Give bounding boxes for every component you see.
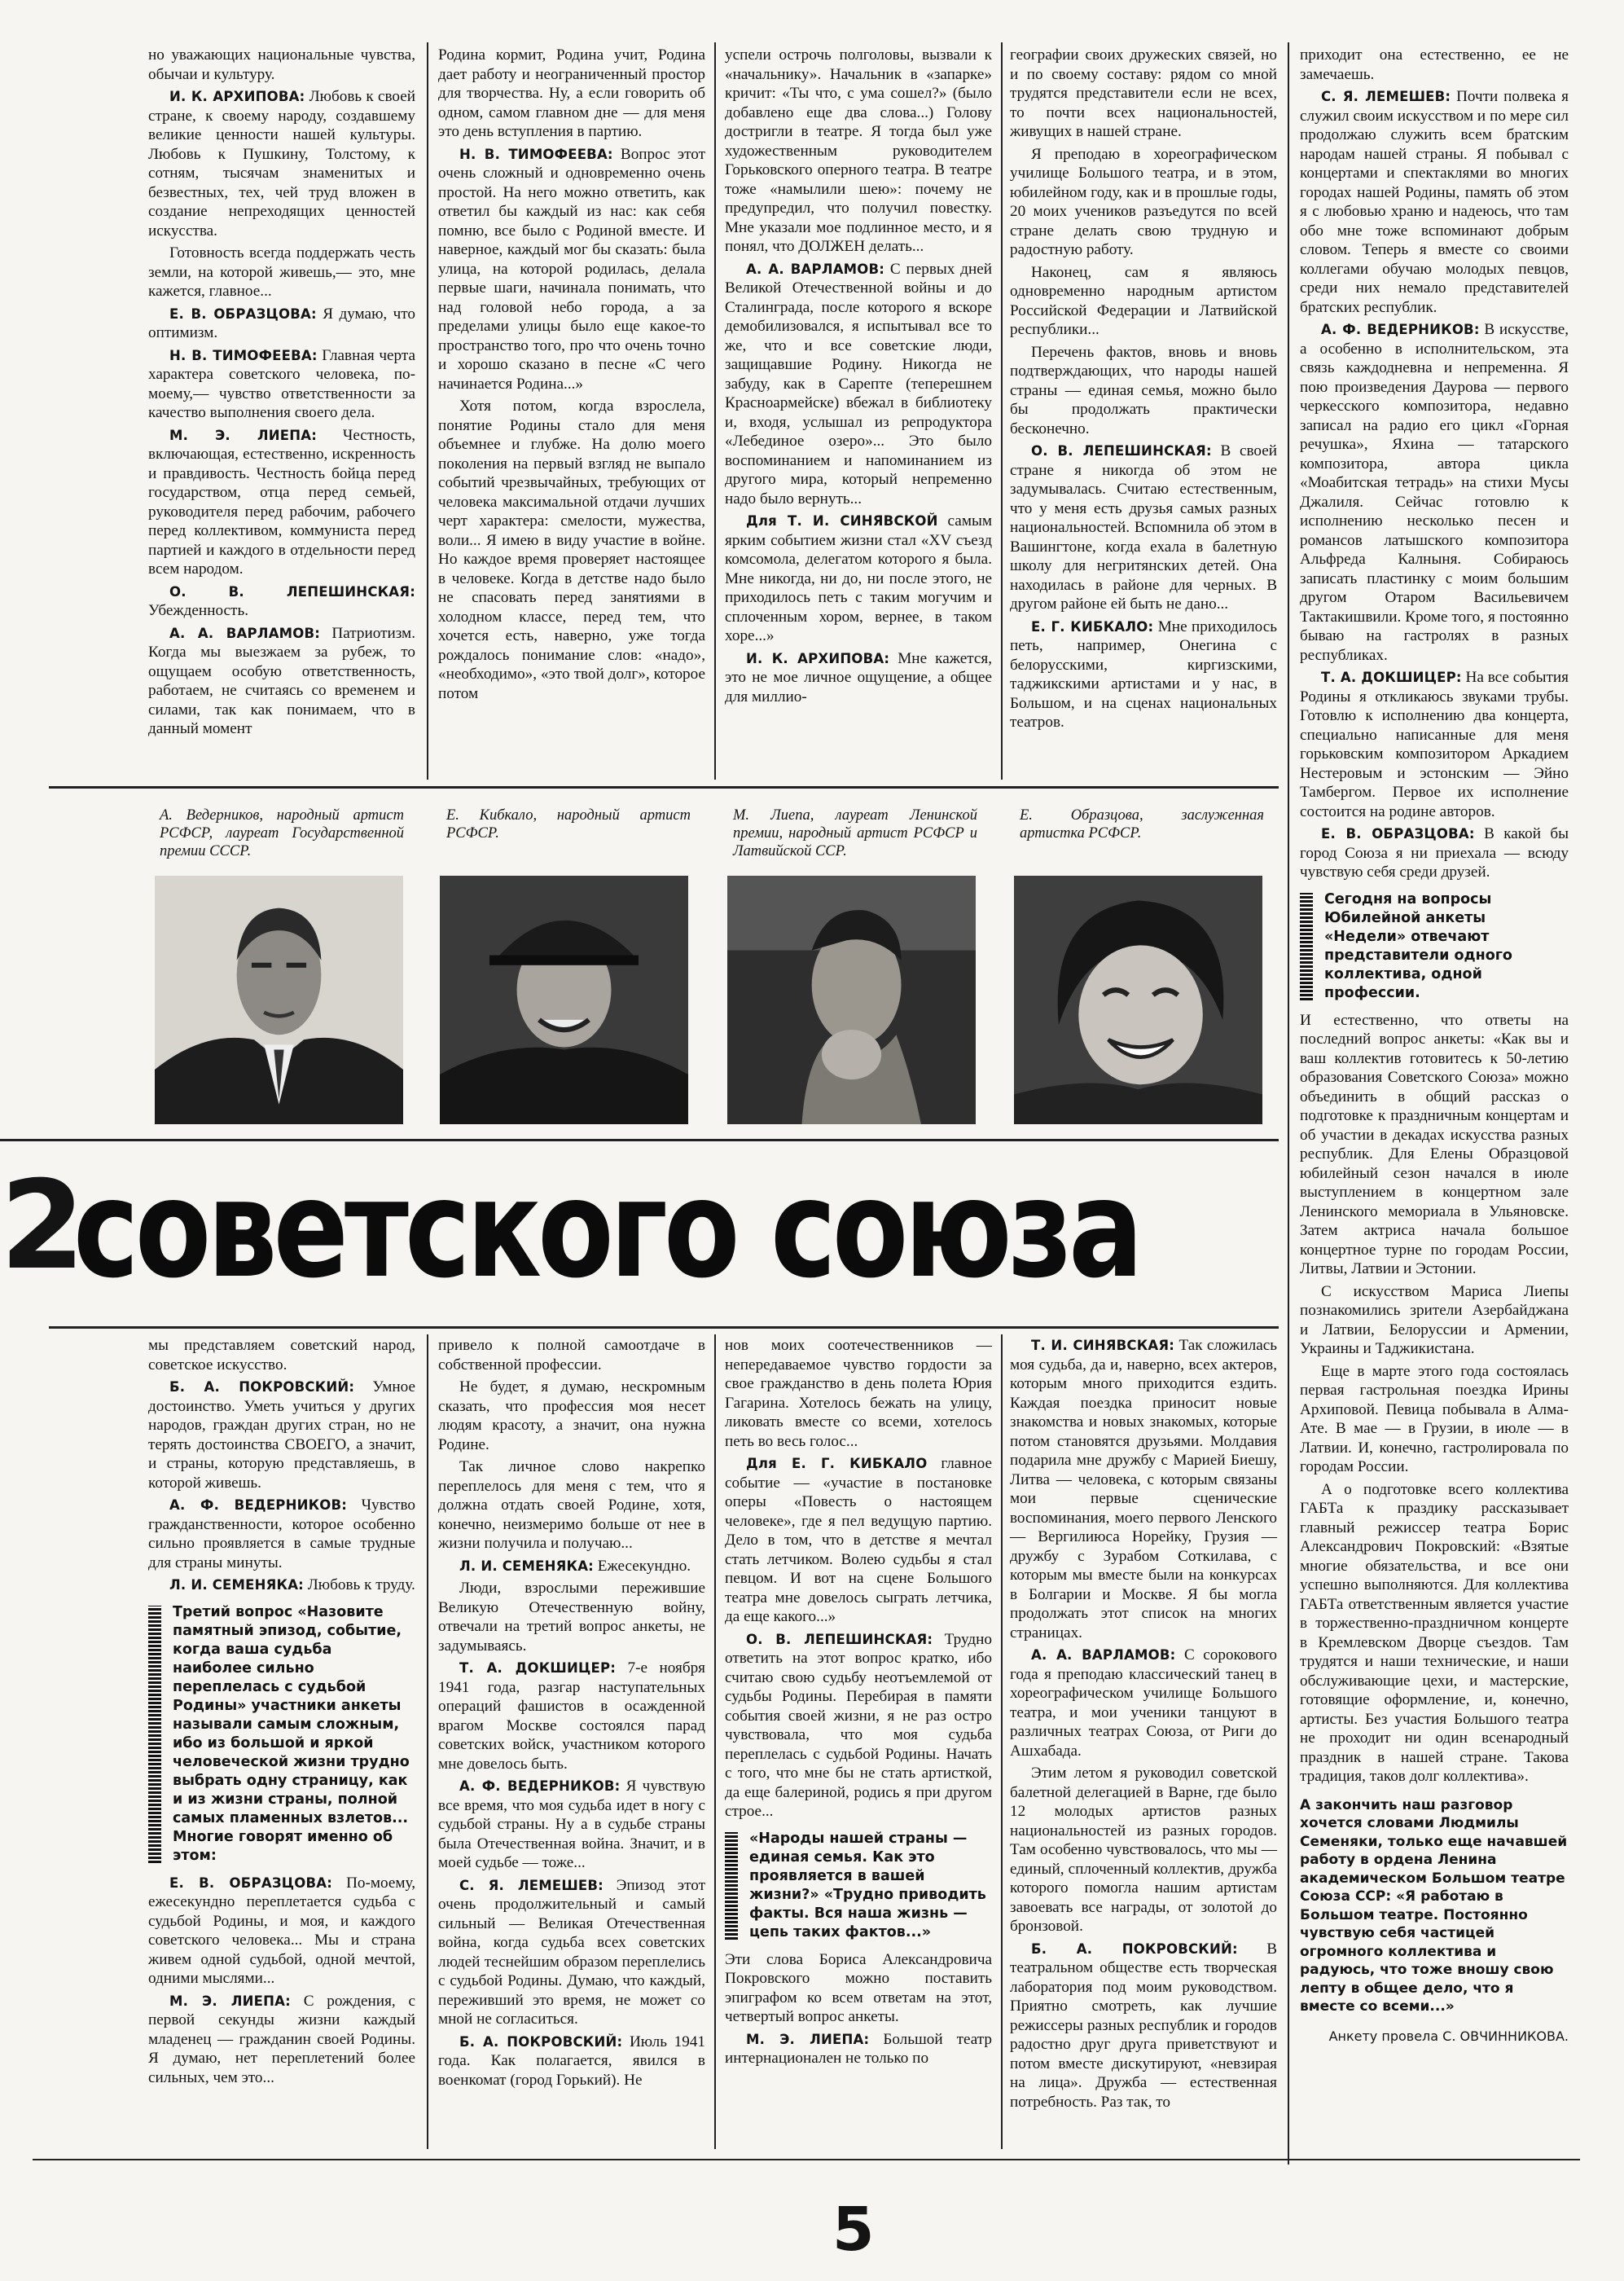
- speaker-name: А. Ф. ВЕДЕРНИКОВ:: [459, 1778, 621, 1794]
- article-paragraph: [725, 46, 992, 257]
- paragraph-text: В искусстве, а особенно в исполнительском, эта связь каждодневна и непременна. Я пою произведения Даурова — первого черкесского композитора, недавно записал на радио его цикл «Горная речушка», Яхина — татарского композитора, автора цикла «Моабитская тетрадь» на стихи Мусы Джалиля. Сейчас готовлю к исполнению несколько песен и романсов латышского композитора Альфреда Калныня. Собираюсь записать пластинку с моим большим другом Отаром Васильевичем Тактакишвили. Кроме того, я постоянно бываю на гастролях в разных республиках.: [1300, 321, 1569, 664]
- column-rule: [1288, 42, 1289, 2165]
- article-paragraph: [148, 305, 415, 343]
- speaker-name: М. Э. ЛИЕПА:: [746, 2031, 870, 2047]
- paragraph-text: С сорокового года я преподаю классический танец в хореографическом училище Большого театра, и мои ученики танцуют в различных театрах Союза, от Риги до Ашхабада.: [1010, 1646, 1277, 1760]
- top-column-4: [1010, 46, 1277, 779]
- bottom-column-1: [148, 1336, 415, 2151]
- lead-question: Третий вопрос «Назовите памятный эпизод, событие, когда ваша судьба наиболее сильно переплелась с судьбой Родины» участники анкеты называли самым сложным, ибо из большой и яркой человеческой жизни трудно выбрать одну страницу, как и из жизни страны, полной самых пламенных взлетов... Многие говорят именно об этом:: [148, 1603, 415, 1866]
- lead-question: «Народы нашей страны — единая семья. Как это проявляется в вашей жизни?» «Трудно приводить факты. Вся наша жизнь — цепь таких фактов...»: [725, 1830, 992, 1942]
- section-rule: [0, 1139, 1279, 1141]
- paragraph-text: В своей стране я никогда об этом не задумывалась. Считаю естественным, что у меня есть друзья самых разных национальностей. Вспомнила об этом в Вашингтоне, когда ехала в балетную школу для негритянских детей. Она находилась в районе для черных. В другом районе ей быть не дано...: [1010, 442, 1277, 613]
- paragraph-text: С искусством Мариса Лиепы познакомились зрители Азербайджана и Латвии, Белоруссии и Армении, Украины и Таджикистана.: [1300, 1282, 1569, 1357]
- article-paragraph: [438, 1579, 705, 1655]
- right-column: [1300, 46, 1569, 2164]
- speaker-name: Т. А. ДОКШИЦЕР:: [1321, 670, 1462, 685]
- paragraph-text: нов моих соотечественников — непередаваемое чувство гордости за свое гражданство в день полета Юрия Гагарина. Хотелось бежать на улицу, ликовать вместе со всеми, хотелось петь во весь голос...: [725, 1337, 992, 1450]
- paragraph-text: С первых дней Великой Отечественной войны и до Сталинграда, после которого я вскоре демобилизовался, я испытывал все то же, что и все советские люди, защищавшие Родину. Никогда не забуду, как в Сарепте (теперешнем Красноармейске) вбежал в библиотеку и, входя, услышал из репродуктора «Лебединое озеро»... Это было воспоминанием и напоминанием из другого мира, который непременно надо было вернуть...: [725, 260, 993, 508]
- paragraph-text: главное событие — «участие в постановке оперы «Повесть о настоящем человеке», где я пел ведущую партию. Дело в том, что в детстве я мечтал стать летчиком. Волею судьбы я стал певцом. И вот на сцене Большого театра мне довелось сыграть летчика, да еще какого...»: [725, 1455, 992, 1625]
- column-rule: [1001, 42, 1003, 780]
- paragraph-text: Июль 1941 года. Как полагается, явился в военкомат (город Горький). Не: [438, 2033, 705, 2089]
- bottom-column-3: [725, 1336, 992, 2151]
- page-number: 5: [832, 2195, 875, 2265]
- paragraph-text: Главная черта характера советского человека, по-моему,— чувство ответственности за качество выполнения своего дела.: [148, 346, 415, 421]
- paragraph-text: Убежденность.: [148, 602, 248, 619]
- article-paragraph: [1300, 1282, 1569, 1359]
- paragraph-text: Не будет, я думаю, нескромным сказать, что профессия моя несет людям красоту, а значит, она нужна Родине.: [438, 1378, 705, 1453]
- speaker-name: О. В. ЛЕПЕШИНСКАЯ:: [746, 1631, 933, 1647]
- speaker-name: Л. И. СЕМЕНЯКА:: [169, 1577, 304, 1593]
- article-paragraph: [1010, 46, 1277, 142]
- speaker-name: А. А. ВАРЛАМОВ:: [746, 261, 885, 277]
- article-paragraph: [1010, 145, 1277, 260]
- paragraph-text: Перечень фактов, вновь и вновь подтверждающих, что народы нашей страны — единая семья, можно было бы продолжать практически бесконечно.: [1010, 343, 1277, 437]
- article-paragraph: [148, 1576, 415, 1595]
- paragraph-text: Готовность всегда поддержать честь земли, на которой живешь,— это, мне кажется, главное...: [148, 244, 415, 300]
- article-paragraph: [1300, 1011, 1569, 1279]
- speaker-name: И. К. АРХИПОВА:: [169, 89, 305, 104]
- speaker-name: О. В. ЛЕПЕШИНСКАЯ:: [169, 583, 415, 600]
- paragraph-text: Хотя потом, когда взрослела, понятие Родины стало для меня объемнее и глубже. На долю моего поколения на первый взгляд не выпало событий чрезвычайных, требующих от человека максимальной отдачи лучших черт характера: смелости, мужества, воли... Я имею в виду участие в войне. Но каждое время проверяет настоящее в человеке. Когда в детстве надо было не спасовать перед занятиями в холодном классе, перед тем, что хочется есть, наверно, уже тогда рождалось понимание слов: «надо», «необходимо», «это твой долг», которое потом: [438, 398, 705, 702]
- footer-rule: [33, 2159, 1580, 2160]
- article-paragraph: [438, 2033, 705, 2090]
- paragraph-text: Мне кажется, это не мое личное ощущение, а общее для миллио-: [725, 649, 993, 705]
- bottom-column-4: [1010, 1336, 1277, 2151]
- paragraph-text: приходит она естественно, ее не замечаешь.: [1300, 46, 1569, 83]
- speaker-name: Е. В. ОБРАЗЦОВА:: [1321, 826, 1475, 842]
- speaker-name: Т. А. ДОКШИЦЕР:: [459, 1660, 617, 1676]
- lead-question: Сегодня на вопросы Юбилейной анкеты «Недели» отвечают представители одного коллектива, одной профессии.: [1300, 890, 1569, 1003]
- photo-caption-obraztsova: Е. Образцова, заслуженная артистка РСФСР.: [1020, 807, 1264, 842]
- article-paragraph: [1010, 1336, 1277, 1642]
- paragraph-text: мы представляем советский народ, советское искусство.: [148, 1337, 415, 1373]
- speaker-name: Б. А. ПОКРОВСКИЙ:: [1031, 1940, 1238, 1957]
- paragraph-text: Так личное слово накрепко переплелось для меня с тем, что я должна отдать своей Родине, хотя, конечно, неизмеримо больше от нее в жизни получила и получаю...: [438, 1458, 705, 1552]
- paragraph-text: Любовь к своей стране, к своему народу, создавшему великие ценности нашей культуры. Любовь к Пушкину, Толстому, к сотням, тысячам знаменитых и безвестных, тех, чей труд вложен в создание непреходящих ценностей искусства.: [148, 88, 416, 240]
- article-paragraph: [148, 1496, 415, 1572]
- top-column-3: [725, 46, 992, 779]
- column-rule: [427, 1334, 428, 2149]
- column-rule: [714, 1334, 716, 2149]
- paragraph-text: Люди, взрослыми пережившие Великую Отечественную войну, отвечали на третий вопрос анкеты, не задумываясь.: [438, 1580, 705, 1655]
- paragraph-text: 7-е ноября 1941 года, разгар наступательных операций фашистов в осажденной врагом Москве состоялся парад советских войск, участником которого мне довелось быть.: [438, 1659, 705, 1773]
- paragraph-text: На все события Родины я откликаюсь звуками трубы. Готовлю к исполнению два концерта, специально написанные для меня горьковским композитором Аркадием Нестеровым и эстонским — Эйно Тамбергом. Первое их исполнение состоится на родине авторов.: [1300, 669, 1569, 820]
- paragraph-text: Я чувствую все время, что моя судьба идет в ногу с судьбой страны. Ну а в судьбе страны была Отечественная война. Значит, и в моей судьбе — тоже...: [438, 1778, 705, 1871]
- article-paragraph: [438, 1336, 705, 1374]
- speaker-name: А. Ф. ВЕДЕРНИКОВ:: [1321, 322, 1480, 337]
- byline: Анкету провела С. ОВЧИННИКОВА.: [1328, 2028, 1569, 2044]
- article-paragraph: [725, 512, 992, 646]
- closing-paragraph: А закончить наш разговор хочется словами Людмилы Семеняки, только еще начавшей работу в ордена Ленина академическом Большом театре Союза ССР: «Я работаю в Большом театре. Постоянно чувствую себя частицей огромного коллектива и радуюсь, что тоже вношу свою лепту в общее дело, что я вместе со всеми...»: [1300, 1796, 1568, 2015]
- article-paragraph: [148, 87, 415, 240]
- speaker-name: Для Т. И. СИНЯВСКОЙ: [746, 513, 938, 529]
- paragraph-text: Чувство гражданственности, которое особенно сильно проявляется в самые трудные для страны минуты.: [148, 1496, 416, 1571]
- paragraph-text: Большой театр интернационален не только по: [725, 2030, 992, 2067]
- portrait-photo-obraztsova: [1014, 876, 1262, 1124]
- paragraph-text: географии своих дружеских связей, но и по своему составу: рядом со мной трудятся представители если не всех, то почти всех национальностей, живущих в нашей стране.: [1010, 46, 1277, 140]
- paragraph-text: успели острочь полголовы, вызвали к «начальнику». Начальник в «запарке» кричит: «Ты что, с ума сошел?» (было добавлено еще два слова...) Голову достригли в театре. Я тогда был уже художественным руководителем Горьковского оперного театра. В театре тоже «намылили шею»: почему не предупредил, что получил повестку. Мне указали мое подлинное место, и я понял, что ДОЛЖЕН делать...: [725, 46, 992, 255]
- speaker-name: Н. В. ТИМОФЕЕВА:: [459, 146, 613, 162]
- article-paragraph: [148, 624, 415, 739]
- photo-caption-liepa: М. Лиепа, лауреат Ленинской премии, народный артист РСФСР и Латвийской ССР.: [733, 807, 977, 859]
- speaker-name: А. А. ВАРЛАМОВ:: [1031, 1647, 1176, 1663]
- speaker-name: Б. А. ПОКРОВСКИЙ:: [169, 1379, 355, 1395]
- paragraph-text: По-моему, ежесекундно переплетается судьба с судьбой Родины, и моя, и каждого советского человека... Мы и страна живем одной судьбой, одной мечтой, одними мыслями...: [148, 1874, 416, 1987]
- column-rule: [1001, 1334, 1003, 2149]
- portrait-photo-kibkalo: [440, 876, 688, 1124]
- paragraph-text: но уважающих национальные чувства, обычаи и культуру.: [148, 46, 415, 83]
- speaker-name: С. Я. ЛЕМЕШЕВ:: [1321, 89, 1451, 104]
- portrait-photo-liepa: [727, 876, 976, 1124]
- paragraph-text: привело к полной самоотдаче в собственной профессии.: [438, 1337, 705, 1373]
- article-paragraph: [1010, 442, 1277, 614]
- paragraph-text: Умное достоинство. Уметь учиться у других народов, граждан других стран, но не терять достоинства СВОЕГО, а значит, и страны, которую представляешь, в которой живешь.: [148, 1378, 415, 1492]
- article-paragraph: [438, 46, 705, 142]
- article-paragraph: [1300, 1362, 1569, 1477]
- paragraph-text: Честность, включающая, естественно, искренность и правдивость. Честность бойца перед государством, отца перед семьей, руководителя перед рабочим, рабочего перед коллективом, коммуниста перед партией и каждого в отдельности перед всем народом.: [148, 426, 415, 578]
- top-column-2: [438, 46, 705, 779]
- headline-fragment: 2: [0, 1155, 86, 1297]
- speaker-name: Е. В. ОБРАЗЦОВА:: [169, 1874, 333, 1891]
- article-paragraph: [1300, 46, 1569, 84]
- article-paragraph: [438, 1876, 705, 2029]
- column-rule: [714, 42, 716, 780]
- article-paragraph: [438, 1457, 705, 1554]
- article-paragraph: [725, 1950, 992, 2027]
- article-paragraph: [148, 426, 415, 579]
- article-paragraph: [725, 1336, 992, 1451]
- article-paragraph: [148, 1336, 415, 1374]
- paragraph-text: С рождения, с первой секунды жизни каждый младенец — гражданин своей Родины. Я думаю, нет переплетений более сильных, чем это...: [148, 1992, 416, 2086]
- section-rule: [49, 786, 1279, 789]
- paragraph-text: Мне приходилось петь, например, Онегина с белорусскими, киргизскими, таджикскими артистами и у нас, в Большом, и на сценах национальных театров.: [1010, 617, 1277, 731]
- speaker-name: А. А. ВАРЛАМОВ:: [169, 625, 321, 641]
- article-paragraph: [438, 1378, 705, 1454]
- article-paragraph: [1010, 1940, 1277, 2112]
- paragraph-text: Любовь к труду.: [307, 1576, 415, 1593]
- page-headline: советского союза: [73, 1151, 1139, 1308]
- paragraph-text: Я преподаю в хореографическом училище Большого театра, и в этом, юбилейном году, как и в прошлые годы, 20 моих учеников разъедутся по всей стране делать свою трудную и радостную работу.: [1010, 145, 1277, 258]
- speaker-name: Т. И. СИНЯВСКАЯ:: [1031, 1338, 1175, 1353]
- speaker-name: А. Ф. ВЕДЕРНИКОВ:: [169, 1497, 348, 1513]
- article-paragraph: [148, 346, 415, 423]
- article-paragraph: [725, 1454, 992, 1627]
- portrait-photo-vedernikov: [155, 876, 403, 1124]
- speaker-name: Е. Г. КИБКАЛО:: [1031, 618, 1154, 635]
- article-paragraph: [725, 1630, 992, 1822]
- photo-caption-kibkalo: Е. Кибкало, народный артист РСФСР.: [446, 807, 691, 842]
- speaker-name: Н. В. ТИМОФЕЕВА:: [169, 347, 318, 363]
- top-column-1: [148, 46, 415, 779]
- article-paragraph: [1010, 1646, 1277, 1760]
- speaker-name: Е. В. ОБРАЗЦОВА:: [169, 305, 317, 322]
- speaker-name: Б. А. ПОКРОВСКИЙ:: [459, 2033, 623, 2050]
- paragraph-text: Еще в марте этого года состоялась первая гастрольная поездка Ирины Архиповой. Певица побывала в Алма-Ате. В мае — в Грузии, в июле — в Латвии. И, конечно, гастролировала по городам России.: [1300, 1362, 1569, 1475]
- article-paragraph: [1010, 1764, 1277, 1936]
- article-paragraph: [1010, 343, 1277, 439]
- photo-caption-vedernikov: А. Ведерников, народный артист РСФСР, лауреат Государственной премии СССР.: [160, 807, 404, 859]
- article-paragraph: [1010, 263, 1277, 340]
- article-paragraph: [438, 1777, 705, 1873]
- article-paragraph: [148, 1874, 415, 1989]
- article-paragraph: [148, 1992, 415, 2088]
- paragraph-text: Так сложилась моя судьба, да и, наверно, всех актеров, которым много приходится ездить. Каждая поездка приносит новые знакомства и новых знакомых, которые потом становятся друзьями. Молдавия подарила мне дружбу с Марией Биешу, Литва — человека, с которым связаны мои первые сценические воспоминания, моего первого Ленского — Вергилиюса Норейку, Грузия — дружбу с Зурабом Соткилава, с которым мы вместе были на конкурсах в Болгарии и Москве. Я бы могла продолжать этот список на многих страницах.: [1010, 1337, 1278, 1642]
- article-paragraph: [148, 244, 415, 301]
- article-paragraph: [725, 649, 992, 707]
- bottom-column-2: [438, 1336, 705, 2151]
- paragraph-text: Эпизод этот очень продолжительный и самый сильный — Великая Отечественная война, когда судьба всех советских людей теснейшим образом переплелись с судьбой Родины. Думаю, что каждый, переживший это время, не может со мной не согласиться.: [438, 1876, 705, 2028]
- article-paragraph: [1300, 87, 1569, 317]
- speaker-name: О. В. ЛЕПЕШИНСКАЯ:: [1031, 443, 1212, 459]
- article-paragraph: [148, 46, 415, 84]
- section-rule: [49, 1326, 1279, 1329]
- paragraph-text: А о подготовке всего коллектива ГАБТа к праздику рассказывает главный режиссер театра Борис Александрович Покровский: «Взятые многие обязательства, и все они успешно выполняются. Для коллектива ГАБТа ответственным является участие в торжественно-праздничном концерте в Кремлевском Дворце съездов. Там трудятся и наши технические, и наши обслуживающие цехи, и мастерские, готовящие оформление, и, конечно, артисты. Без участия Большого театра не проходит ни один всенародный праздник в нашей стране. Такова традиция, таков долг коллектива».: [1300, 1480, 1569, 1785]
- article-paragraph: [438, 1659, 705, 1773]
- speaker-name: С. Я. ЛЕМЕШЕВ:: [459, 1877, 604, 1893]
- paragraph-text: Ежесекундно.: [597, 1557, 691, 1575]
- article-paragraph: [1010, 617, 1277, 732]
- paragraph-text: самым ярким событием жизни стал «XV съезд комсомола, делегатом которого я была. Мне никогда, ни до, ни после этого, не приходилось петь с таким могучим и сплоченным хором, вернее, в таком хоре...»: [725, 512, 992, 644]
- speaker-name: Л. И. СЕМЕНЯКА:: [459, 1558, 594, 1574]
- paragraph-text: Наконец, сам я являюсь одновременно народным артистом Российской Федерации и Латвийской республики...: [1010, 263, 1277, 338]
- article-paragraph: [1300, 668, 1569, 821]
- paragraph-text: Почти полвека я служил своим искусством и по мере сил продолжаю служить всем братским народам нашей страны. Я побывал с концертами и спектаклями во многих городах нашей Родины, память об этом я с любовью храню и надеюсь, что там обо мне тоже вспоминают добрым словом. Теперь я вместе со своими коллегами обучаю молодых певцов, среди них немало представителей братских республик.: [1300, 88, 1569, 316]
- paragraph-text: Патриотизм. Когда мы выезжаем за рубеж, то ощущаем особую ответственность, работаем, не считаясь со временем и силами, так как понимаем, что в данный момент: [148, 624, 415, 737]
- article-paragraph: [725, 2030, 992, 2068]
- paragraph-text: Трудно ответить на этот вопрос кратко, ибо считаю свою судьбу неотъемлемой от судьбы Родины. Перебирая в памяти события своей жизни, я не раз остро чувствовала, что моя судьба переплелась с судьбой Родины. Начать с того, что мне бы не стать артисткой, да еще балериной, родись я при другом строе...: [725, 1630, 992, 1820]
- article-paragraph: [1300, 320, 1569, 665]
- article-paragraph: [438, 397, 705, 703]
- paragraph-text: В театральном обществе есть творческая лаборатория под моим руководством. Приятно смотреть, как лучшие режиссеры разных республик и городов радостно друг друга приветствуют и потом вместе дискутируют, «невзирая на лица». Дружба — естественная потребность. Раз так, то: [1010, 1940, 1277, 2111]
- speaker-name: И. К. АРХИПОВА:: [746, 650, 890, 666]
- paragraph-text: Вопрос этот очень сложный и одновременно очень простой. На него можно ответить, как ответил бы каждый из нас: как себя помню, все было с Родиной вместе. И наверное, каждый мог бы сказать: была улица, на которой родилась, делала первые шаги, начинала понимать, что над головой небо города, а за пределами улицы было еще какое-то пространство того, про что очень точно и хорошо сказано в песне «С чего начинается Родина...»: [438, 145, 705, 393]
- paragraph-text: Родина кормит, Родина учит, Родина дает работу и неограниченный простор для творчества. Ну, а если говорить об одном, самом главном дне — для меня это день вступления в партию.: [438, 46, 705, 140]
- article-paragraph: [438, 145, 705, 394]
- paragraph-text: Эти слова Бориса Александровича Покровского можно поставить эпиграфом ко всем ответам на этот, четвертый вопрос анкеты.: [725, 1950, 992, 2025]
- article-paragraph: [148, 1378, 415, 1492]
- speaker-name: М. Э. ЛИЕПА:: [169, 1993, 291, 2009]
- article-paragraph: [725, 260, 992, 509]
- speaker-name: Для Е. Г. КИБКАЛО: [746, 1456, 928, 1471]
- paragraph-text: Я думаю, что оптимизм.: [148, 305, 415, 341]
- speaker-name: М. Э. ЛИЕПА:: [169, 427, 317, 443]
- article-paragraph: [148, 582, 415, 621]
- paragraph-text: Этим летом я руководил советской балетной делегацией в Варне, где было 12 молодых артистов разных национальностей из разных городов. Там особенно чувствовалось, что мы — единый, сплоченный коллектив, дружба которого помогла нашим артистам завоевать все награды, от золотой до бронзовой.: [1010, 1765, 1277, 1935]
- column-rule: [427, 42, 428, 780]
- paragraph-text: И естественно, что ответы на последний вопрос анкеты: «Как вы и ваш коллектив готовитесь к 50-летию образования Советского Союза» можно объединить в общий рассказ о подготовке к праздничным концертам и об участии в декадах искусства разных республик. Для Елены Образцовой юбилейный сезон начался в июле выступлением в концертном зале Ленинского мемориала в Ульяновске. Затем актриса начала большое концертное турне по городам России, Литвы, Латвии и Эстонии.: [1300, 1011, 1569, 1277]
- article-paragraph: [1300, 824, 1569, 882]
- paragraph-text: В какой бы город Союза я ни приехала — всюду чувствую себя среди друзей.: [1300, 825, 1569, 881]
- article-paragraph: [1300, 1480, 1569, 1787]
- article-paragraph: [438, 1557, 705, 1576]
